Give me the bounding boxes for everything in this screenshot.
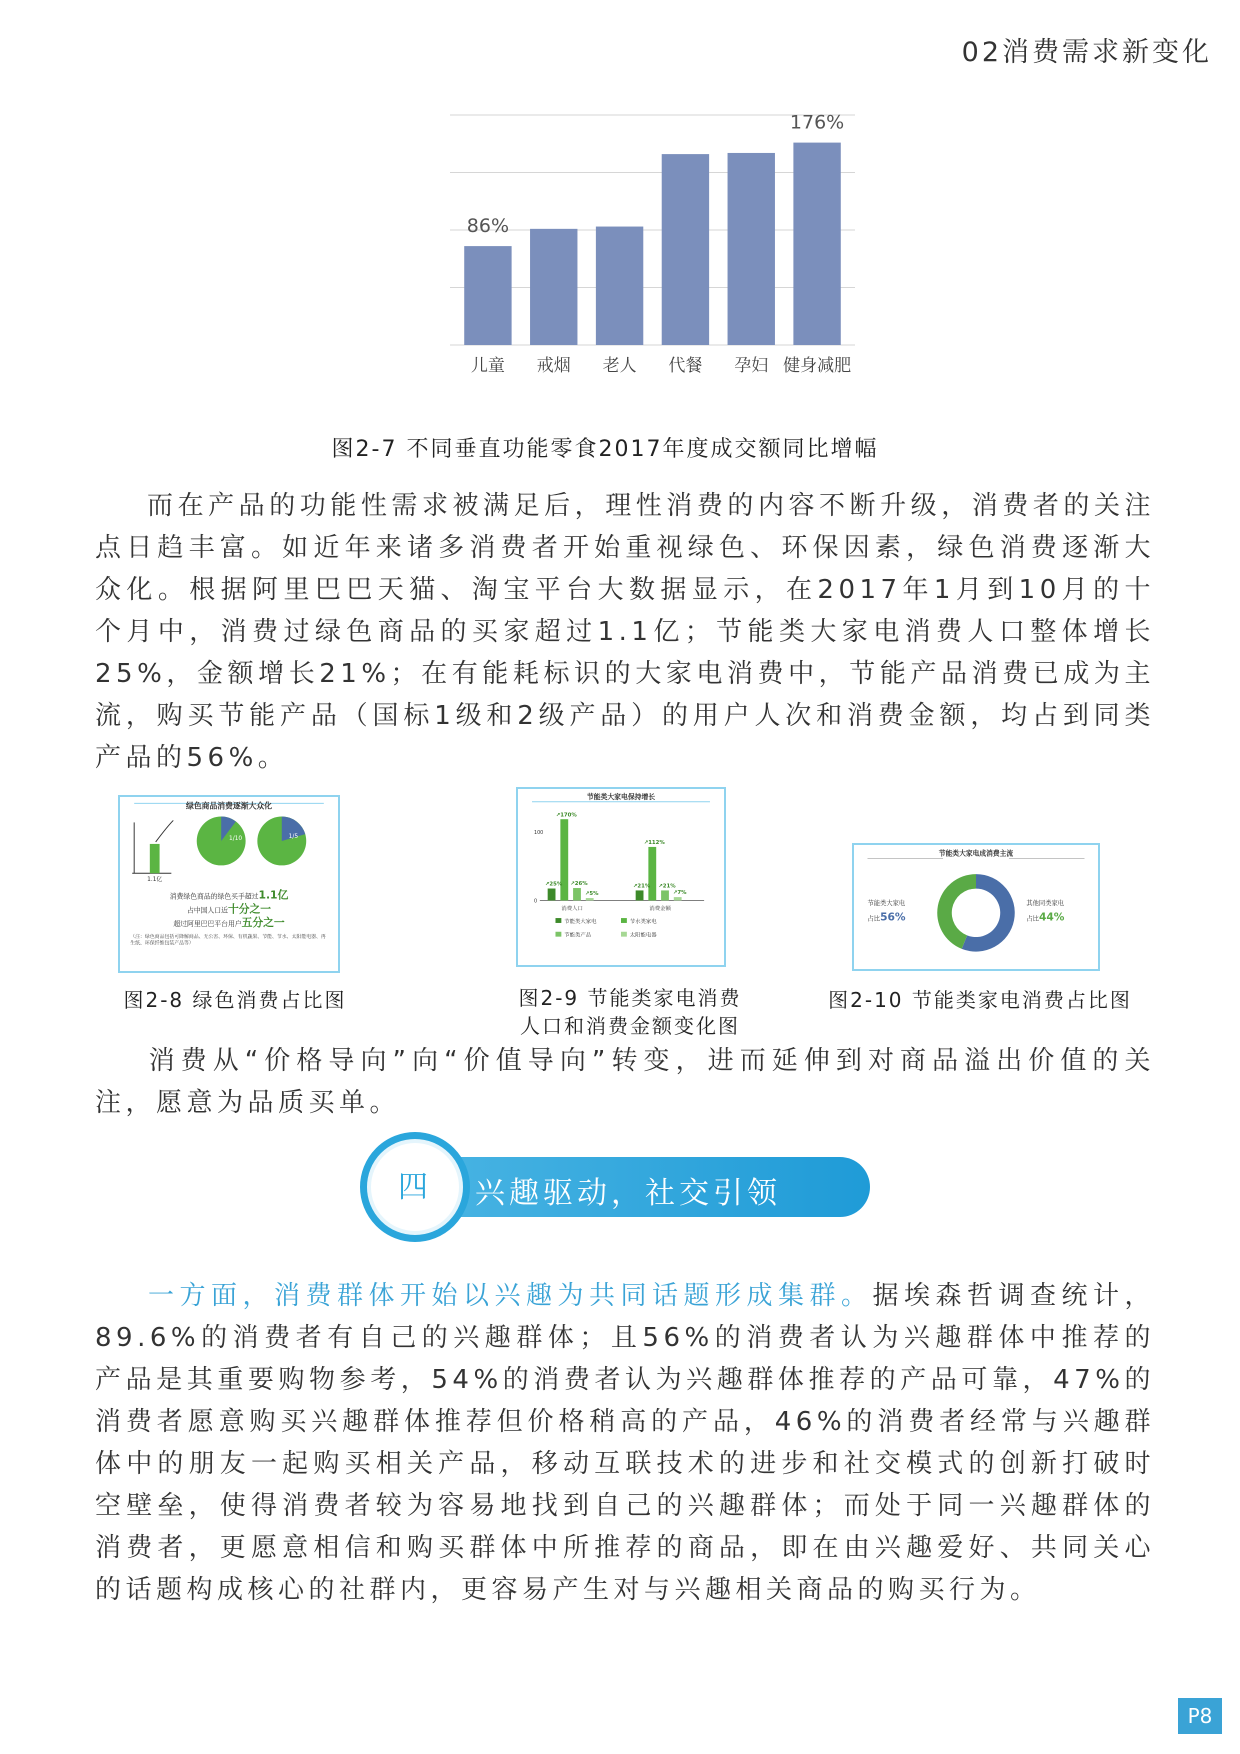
- infographic-line: 超过阿里巴巴平台用户五分之一: [173, 916, 285, 930]
- slice-name: 其他同类家电: [1026, 900, 1065, 908]
- category-label: 儿童: [470, 356, 505, 376]
- y-tick-label: 0: [533, 898, 538, 905]
- legend-swatch: [555, 918, 561, 923]
- data-label: ↗7%: [672, 890, 687, 897]
- legend-item: 太阳能电器: [629, 932, 657, 939]
- donut-chart: [937, 874, 1015, 952]
- chart-title: 节能类大家电成消费主流: [938, 849, 1014, 858]
- bar-节水类家电: [648, 847, 656, 901]
- figure-2-9-caption-line2: 人口和消费金额变化图: [520, 1014, 740, 1038]
- paragraph-value-orientation: [95, 1040, 1155, 1124]
- category-label: 戒烟: [536, 356, 571, 376]
- energy-saving-appliance-chart: [516, 787, 726, 967]
- bar-节能类大家电: [636, 890, 644, 900]
- paragraph-interest-groups: [95, 1275, 1155, 1611]
- category-label: 消费金额: [649, 906, 671, 913]
- y-tick-label: 100: [533, 829, 544, 836]
- paragraph-green-consumption-text: 而在产品的功能性需求被满足后，理性消费的内容不断升级，消费者的关注点日趋丰富。如近年来诸多消费者开始重视绿色、环保因素，绿色消费逐渐大众化。根据阿里巴巴天猫、淘宝平台大数据显示，在2017年1月到10月的十个月中，消费过绿色商品的买家超过1.1亿；节能类大家电消费人口整体增长25%，金额增长21%；在有能耗标识的大家电消费中，节能产品消费已成为主流，购买节能产品（国标1级和2级产品）的用户人次和消费金额，均占到同类产品的56%。: [95, 491, 1155, 773]
- bar-儿童: [464, 246, 511, 345]
- figure-2-10-caption: 图2-10 节能类家电消费占比图: [828, 988, 1132, 1012]
- bar-label: 1.1亿: [147, 877, 163, 884]
- bar-节能类产品: [573, 888, 581, 900]
- data-label: ↗170%: [555, 812, 577, 819]
- chart-title: 节能类大家电保持增长: [586, 792, 656, 801]
- paragraph-highlight: 一方面，消费群体开始以兴趣为共同话题形成集群。: [147, 1281, 873, 1311]
- growth-arrow-icon: [156, 820, 174, 842]
- figure-2-9-caption-line1: 图2-9 节能类家电消费: [518, 986, 742, 1010]
- bar-健身减肥: [793, 143, 840, 345]
- category-label: 孕妇: [734, 356, 769, 376]
- category-label: 老人: [602, 356, 637, 376]
- data-label: ↗25%: [544, 881, 563, 888]
- legend-item: 节水类家电: [629, 918, 657, 925]
- energy-saving-share-donut: [852, 843, 1100, 971]
- data-label: ↗21%: [658, 883, 676, 890]
- data-label: 176%: [789, 111, 845, 134]
- category-label: 消费人口: [561, 906, 583, 913]
- legend-swatch: [621, 932, 627, 937]
- section-number: 四: [398, 1170, 428, 1205]
- data-label: ↗5%: [584, 891, 599, 898]
- pie-label: 1/10: [229, 836, 243, 843]
- section-heading-banner: [360, 1132, 880, 1242]
- infographic-line: 消费绿色商品的绿色买手超过1.1亿: [169, 888, 289, 902]
- figure-2-8-caption: 图2-8 绿色消费占比图: [123, 988, 347, 1012]
- bar-节水类家电: [560, 819, 568, 900]
- bar-戒烟: [530, 229, 577, 345]
- chart-data-labels: [467, 112, 844, 238]
- chart-category-labels: [471, 355, 851, 376]
- legend-item: 节能类产品: [564, 932, 592, 939]
- data-label: 86%: [466, 215, 510, 238]
- bar-节能类大家电: [548, 889, 556, 901]
- bar-代餐: [662, 154, 709, 345]
- paragraph-interest-groups-text: 据埃森哲调查统计，89.6%的消费者有自己的兴趣群体；且56%的消费者认为兴趣群体中推荐的产品是其重要购物参考，54%的消费者认为兴趣群体推荐的产品可靠，47%的消费者愿意购买兴趣群体推荐但价格稍高的产品，46%的消费者经常与兴趣群体中的朋友一起购买相关产品，移动互联技术的进步和社交模式的创新打破时空壁垒，使得消费者较为容易地找到自己的兴趣群体；而处于同一兴趣群体的消费者，更愿意相信和购买群体中所推荐的商品，即在由兴趣爱好、共同关心的话题构成核心的社群内，更容易产生对与兴趣相关商品的购买行为。: [95, 1281, 1155, 1605]
- legend-swatch: [621, 918, 627, 923]
- bar-太阳能电器: [586, 898, 594, 900]
- page-number: P8: [1178, 1698, 1222, 1734]
- slice-value: 占比44%: [1026, 910, 1065, 924]
- section-header: 02消费需求新变化: [961, 37, 1212, 68]
- pie-label: 1/5: [288, 834, 299, 841]
- bar-太阳能电器: [674, 897, 682, 900]
- green-consumption-infographic: [118, 795, 340, 973]
- infographic-line: 占中国人口近十分之一: [187, 902, 271, 916]
- paragraph-value-orientation-text: 消费从“价格导向”向“价值导向”转变，进而延伸到对商品溢出价值的关注，愿意为品质买单。: [95, 1046, 1155, 1118]
- bar-老人: [596, 227, 643, 345]
- figure-2-7-caption: 图2-7 不同垂直功能零食2017年度成交额同比增幅: [331, 437, 879, 462]
- section-title: 兴趣驱动，社交引领: [475, 1176, 781, 1211]
- infographic-title: 绿色商品消费逐渐大众化: [186, 801, 272, 811]
- slice-value: 占比56%: [867, 910, 906, 924]
- green-bar: [150, 844, 160, 873]
- category-label: 健身减肥: [783, 356, 852, 376]
- vertical-snack-growth-chart: [440, 85, 860, 425]
- data-label: ↗26%: [570, 881, 588, 888]
- category-label: 代餐: [668, 356, 703, 376]
- legend-item: 节能类大家电: [564, 918, 597, 925]
- slice-name: 节能类大家电: [867, 900, 906, 908]
- figure-2-9-caption: [480, 984, 780, 1040]
- bar-孕妇: [728, 153, 775, 345]
- data-label: ↗21%: [632, 883, 651, 890]
- paragraph-green-consumption: [95, 485, 1155, 779]
- data-label: ↗112%: [643, 839, 665, 846]
- legend-swatch: [555, 932, 561, 937]
- infographic-note: （注：绿色商品包括可降解商品、无公害、环保、有机蔬果、节能、节水、太阳能电器、再生纸、环保纤维包装产品等）: [130, 933, 326, 947]
- bar-节能类产品: [661, 890, 669, 900]
